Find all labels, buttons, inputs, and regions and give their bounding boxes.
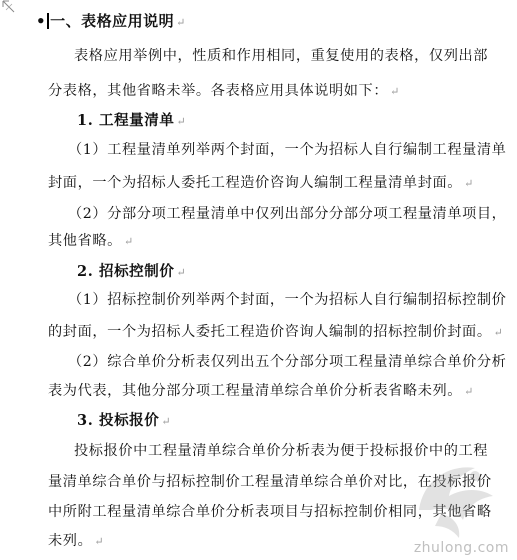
section-heading bbox=[36, 10, 186, 31]
paragraph-mark-icon: ↵ bbox=[464, 385, 474, 398]
text-boundary-corner-icon bbox=[2, 0, 16, 14]
subheading-bid-quotation: 3. 投标报价 ↵ bbox=[77, 412, 172, 429]
paragraph-line: 封面，一个为招标人委托工程造价咨询人编制工程量清单封面。 ↵ bbox=[48, 175, 474, 191]
paragraph-line: （1）工程量清单列举两个封面，一个为招标人自行编制工程量清单 bbox=[68, 142, 507, 158]
paragraph-mark-icon: ↵ bbox=[176, 266, 187, 279]
paragraph-line: 其他省略。 ↵ bbox=[48, 233, 134, 249]
intro-line-1: 表格应用举例中，性质和作用相同，重复使用的表格，仅列出部 bbox=[74, 48, 489, 64]
heading-bullet: • bbox=[36, 12, 47, 30]
paragraph-line: 中所附工程量清单综合单价分析表项目与招标控制价相同，其他省略 bbox=[48, 504, 492, 520]
paragraph-line: 的封面，一个为招标人委托工程造价咨询人编制的招标控制价封面。 ↵ bbox=[48, 324, 504, 340]
intro-line-2: 分表格，其他省略未举。各表格应用具体说明如下： ↵ bbox=[48, 83, 400, 99]
subheading-bid-control-price: 2. 招标控制价 ↵ bbox=[77, 263, 187, 280]
text-cursor bbox=[47, 13, 49, 29]
paragraph-mark-icon: ↵ bbox=[94, 535, 105, 548]
paragraph-line: （2）分部分项工程量清单中仅列出部分分部分项工程量清单项目， bbox=[68, 206, 507, 222]
heading-number: 一、 bbox=[50, 12, 82, 30]
paragraph-mark-icon: ↵ bbox=[176, 115, 187, 128]
paragraph-line: （1）招标控制价列举两个封面，一个为招标人自行编制招标控制价 bbox=[68, 292, 507, 308]
paragraph-mark-icon: ↵ bbox=[464, 177, 474, 190]
heading-title: 表格应用说明 bbox=[81, 12, 175, 30]
paragraph-line: （2）综合单价分析表仅列出五个分部分项工程量清单综合单价分析 bbox=[68, 354, 507, 370]
paragraph-line: 投标报价中工程量清单综合单价分析表为便于投标报价中的工程 bbox=[74, 443, 489, 459]
paragraph-mark-icon: ↵ bbox=[161, 415, 172, 428]
watermark-text: zhulong.com bbox=[413, 540, 509, 556]
zhulong-logo-icon bbox=[401, 450, 511, 546]
paragraph-mark-icon: ↵ bbox=[493, 326, 504, 339]
paragraph-line: 量清单综合单价与招标控制价工程量清单综合单价对比，在投标报价 bbox=[48, 474, 492, 490]
paragraph-line: 未列。 ↵ bbox=[48, 533, 105, 549]
paragraph-line: 表为代表，其他分部分项工程量清单综合单价分析表省略未列。 ↵ bbox=[48, 383, 474, 399]
paragraph-mark-icon: ↵ bbox=[176, 16, 186, 29]
paragraph-mark-icon: ↵ bbox=[123, 235, 134, 248]
paragraph-mark-icon: ↵ bbox=[390, 85, 400, 98]
subheading-quantity-list: 1. 工程量清单 ↵ bbox=[77, 112, 187, 129]
